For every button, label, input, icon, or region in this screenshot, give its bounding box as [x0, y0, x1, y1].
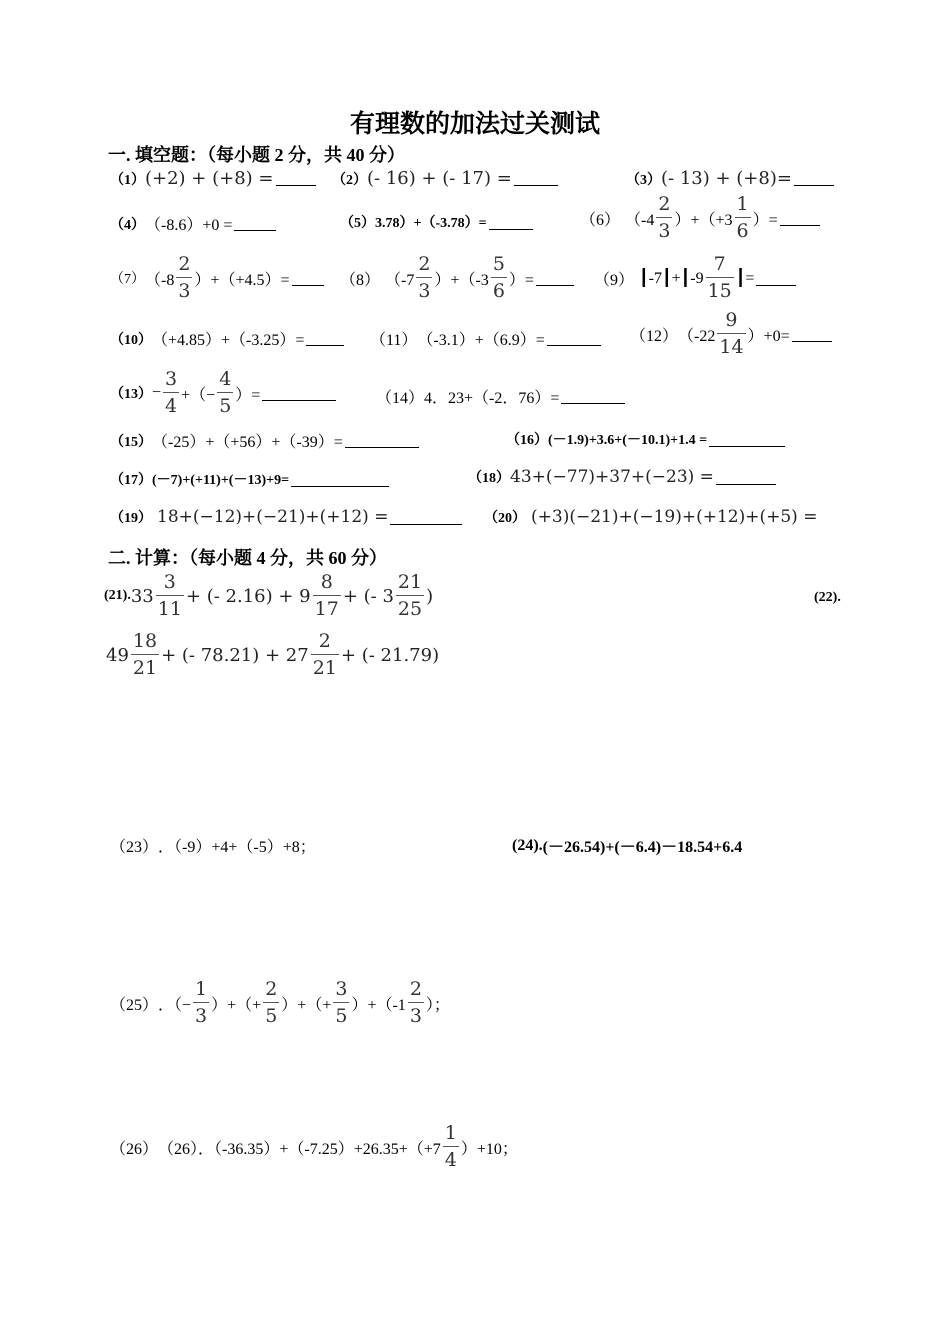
- answer-blank[interactable]: [792, 327, 832, 342]
- expr-part: ）+（+: [281, 996, 332, 1014]
- question-number: （12）: [630, 327, 679, 345]
- expr-part: ．（−: [158, 996, 192, 1014]
- expr-part: + (- 78.21) + 27: [161, 644, 309, 666]
- denominator: 4: [165, 395, 178, 417]
- denominator: 15: [707, 280, 732, 302]
- denominator: 5: [265, 1005, 278, 1027]
- question-22: [106, 632, 439, 678]
- question-7: [110, 255, 324, 301]
- question-number: （11）: [370, 332, 418, 349]
- question-number: （8）: [340, 271, 381, 289]
- question-number: （16）: [506, 433, 548, 448]
- question-25: [110, 980, 450, 1026]
- question-22-number: (22).: [814, 590, 841, 605]
- expr-part: ）=: [235, 386, 261, 404]
- expr-part: （26）．（-36.35）+（-7.25）+26.35+（+7: [158, 1140, 441, 1158]
- question-number: （13）: [110, 387, 152, 402]
- denominator: 5: [335, 1005, 348, 1027]
- question-number: (24).: [512, 836, 543, 854]
- answer-blank[interactable]: [561, 389, 625, 404]
- denominator: 3: [418, 280, 431, 302]
- question-number: （3）: [626, 172, 661, 188]
- question-expression: (+3)(−21)+(−19)+(+12)+(+5) =: [531, 507, 818, 527]
- answer-blank[interactable]: [709, 432, 785, 447]
- expr-part: （-7: [385, 271, 415, 289]
- numerator: 2: [418, 253, 431, 275]
- numerator: 2: [178, 253, 191, 275]
- numerator: 2: [658, 193, 671, 215]
- question-expression: (－26.54)+(－6.4)－18.54+6.4: [542, 839, 743, 856]
- expr-part: （-8: [145, 271, 175, 289]
- question-number: （7）: [110, 272, 145, 287]
- fraction: [313, 573, 341, 619]
- denominator: 6: [492, 280, 505, 302]
- numerator: 21: [397, 571, 423, 593]
- denominator: 21: [312, 657, 337, 679]
- question-number: （6）: [580, 211, 621, 229]
- denominator: 5: [219, 395, 232, 417]
- answer-blank[interactable]: [716, 470, 776, 485]
- question-15: [110, 429, 419, 452]
- fraction: [735, 195, 751, 241]
- question-number: （26）: [110, 1140, 159, 1158]
- question-expression: ．（-9）+4+（-5）+8；: [158, 839, 316, 856]
- section-1-header: 一. 填空题：（每小题 2 分，共 40 分）: [108, 145, 405, 165]
- numerator: 7: [713, 253, 726, 275]
- answer-blank[interactable]: [262, 386, 336, 401]
- numerator: 3: [335, 978, 348, 1000]
- question-10: [110, 327, 344, 350]
- answer-blank[interactable]: [306, 331, 344, 346]
- expr-part: ）+10；: [460, 1140, 518, 1158]
- question-21: [104, 573, 433, 619]
- answer-blank[interactable]: [547, 331, 601, 346]
- question-number: （20）: [484, 511, 526, 526]
- fraction: [263, 980, 279, 1026]
- question-26: [110, 1124, 518, 1170]
- expr-part: ）+0=: [747, 327, 790, 345]
- expr-part: ）+（+3: [674, 211, 733, 229]
- question-number: （2）: [332, 172, 367, 188]
- answer-blank[interactable]: [780, 211, 820, 226]
- question-number: （25）: [110, 996, 159, 1014]
- answer-blank[interactable]: [234, 216, 276, 231]
- question-expression: （-8.6）+0 =: [145, 217, 233, 234]
- question-20: [484, 507, 817, 527]
- expr-part: ）+（+: [211, 996, 262, 1014]
- fraction: [217, 370, 233, 416]
- expr-part: ）；: [425, 996, 450, 1014]
- denominator: 25: [397, 598, 423, 620]
- question-expression: (- 13) + (+8)=: [661, 168, 792, 189]
- question-8: [340, 255, 574, 301]
- answer-blank[interactable]: [489, 215, 533, 230]
- fraction: [311, 632, 339, 678]
- fraction: [443, 1124, 459, 1170]
- denominator: 3: [195, 1005, 208, 1027]
- expr-part: ): [426, 585, 434, 607]
- numerator: 8: [320, 571, 333, 593]
- expr-part: 49: [106, 644, 129, 666]
- expr-part: ）=: [508, 271, 534, 289]
- expr-part: ）+（-1: [351, 996, 406, 1014]
- question-expression: 18+(−12)+(−21)+(+12) =: [157, 507, 389, 527]
- question-expression: (+2) + (+8) =: [145, 168, 274, 189]
- answer-blank[interactable]: [291, 472, 389, 487]
- question-23: [110, 834, 316, 857]
- numerator: 2: [318, 630, 331, 652]
- numerator: 1: [195, 978, 208, 1000]
- expr-part: （-4: [625, 211, 655, 229]
- question-number: （4）: [110, 217, 145, 233]
- numerator: 4: [219, 368, 232, 390]
- numerator: 1: [736, 193, 749, 215]
- expr-part: 33: [130, 585, 154, 607]
- question-number: （19）: [110, 511, 152, 526]
- answer-blank[interactable]: [276, 171, 316, 186]
- question-expression: （+4.85）+（-3.25）=: [152, 332, 305, 349]
- answer-blank[interactable]: [794, 171, 834, 186]
- question-19: [110, 507, 462, 527]
- answer-blank[interactable]: [514, 171, 558, 186]
- question-expression: 43+(−77)+37+(−23) =: [510, 467, 714, 487]
- denominator: 6: [736, 220, 749, 242]
- question-expression: (－1.9)+3.6+(－10.1)+1.4 =: [548, 433, 708, 448]
- expr-part: + (- 3: [342, 585, 394, 607]
- question-14: [376, 385, 625, 408]
- question-11: [370, 327, 601, 350]
- question-1: [110, 168, 316, 189]
- expr-part: +（−: [181, 386, 216, 404]
- question-24: [512, 834, 742, 857]
- answer-blank[interactable]: [345, 433, 419, 448]
- question-expression: 3.78）+（-3.78）=: [375, 216, 487, 231]
- question-9: [594, 255, 796, 301]
- question-5: [340, 212, 533, 232]
- question-expression: （-25）+（+56）+（-39）=: [152, 434, 343, 451]
- expr-part: ┃-7┃+┃-9: [639, 270, 704, 287]
- fraction: [156, 573, 184, 619]
- page-title: 有理数的加法过关测试: [349, 111, 600, 138]
- question-13: [110, 370, 336, 416]
- answer-blank[interactable]: [292, 271, 324, 286]
- question-number: （18）: [468, 471, 510, 486]
- fraction: [416, 255, 432, 301]
- question-12: [630, 311, 832, 357]
- question-number: （23）: [110, 839, 159, 856]
- question-expression: 4．23+（-2．76）=: [424, 390, 560, 407]
- question-expression: (- 16) + (- 17) =: [367, 168, 512, 189]
- fraction: [163, 370, 179, 416]
- fraction: [656, 195, 672, 241]
- numerator: 3: [163, 571, 176, 593]
- question-2: [332, 168, 558, 189]
- fraction: [396, 573, 424, 619]
- question-17: [110, 469, 389, 489]
- question-expression: (－7)+(+11)+(－13)+9=: [152, 473, 290, 488]
- fraction: [717, 311, 745, 357]
- numerator: 9: [725, 309, 738, 331]
- numerator: 3: [165, 368, 178, 390]
- question-16: [506, 429, 785, 449]
- fraction: [706, 255, 734, 301]
- fraction: [131, 632, 159, 678]
- fraction: [176, 255, 192, 301]
- question-number: (21).: [104, 588, 131, 603]
- fraction: [408, 980, 424, 1026]
- numerator: 5: [492, 253, 505, 275]
- expr-part: ┃=: [735, 270, 755, 287]
- question-3: [626, 168, 834, 189]
- numerator: 18: [132, 630, 158, 652]
- expr-part: ）=: [752, 211, 778, 229]
- expr-part: + (- 2.16) + 9: [185, 585, 311, 607]
- question-6: [580, 195, 820, 241]
- answer-blank[interactable]: [756, 271, 796, 286]
- denominator: 3: [178, 280, 191, 302]
- denominator: 11: [157, 598, 182, 620]
- expr-part: + (- 21.79): [340, 644, 440, 666]
- denominator: 3: [658, 220, 671, 242]
- numerator: 2: [409, 978, 422, 1000]
- expr-part: −: [152, 384, 162, 401]
- question-number: （5）: [340, 216, 375, 231]
- section-2-header: 二. 计算：（每小题 4 分，共 60 分）: [108, 548, 387, 568]
- question-number: （15）: [110, 434, 152, 450]
- question-number: （10）: [110, 332, 152, 348]
- question-4: [110, 212, 276, 235]
- denominator: 3: [409, 1005, 422, 1027]
- denominator: 4: [444, 1149, 457, 1171]
- expr-part: ）+（-3: [434, 271, 489, 289]
- question-number: （1）: [110, 172, 145, 188]
- expr-part: （-22: [678, 327, 716, 345]
- denominator: 17: [314, 598, 339, 620]
- question-expression: （-3.1）+（6.9）=: [417, 332, 545, 349]
- answer-blank[interactable]: [390, 510, 462, 525]
- question-18: [468, 467, 776, 487]
- fraction: [193, 980, 209, 1026]
- question-number: （17）: [110, 473, 152, 488]
- question-number: （9）: [594, 271, 635, 289]
- numerator: 2: [265, 978, 278, 1000]
- fraction: [491, 255, 507, 301]
- denominator: 14: [719, 336, 744, 358]
- expr-part: ）+（+4.5）=: [194, 271, 290, 289]
- fraction: [333, 980, 349, 1026]
- numerator: 1: [444, 1122, 457, 1144]
- answer-blank[interactable]: [536, 271, 574, 286]
- denominator: 21: [132, 657, 158, 679]
- question-number: （14）: [376, 390, 425, 407]
